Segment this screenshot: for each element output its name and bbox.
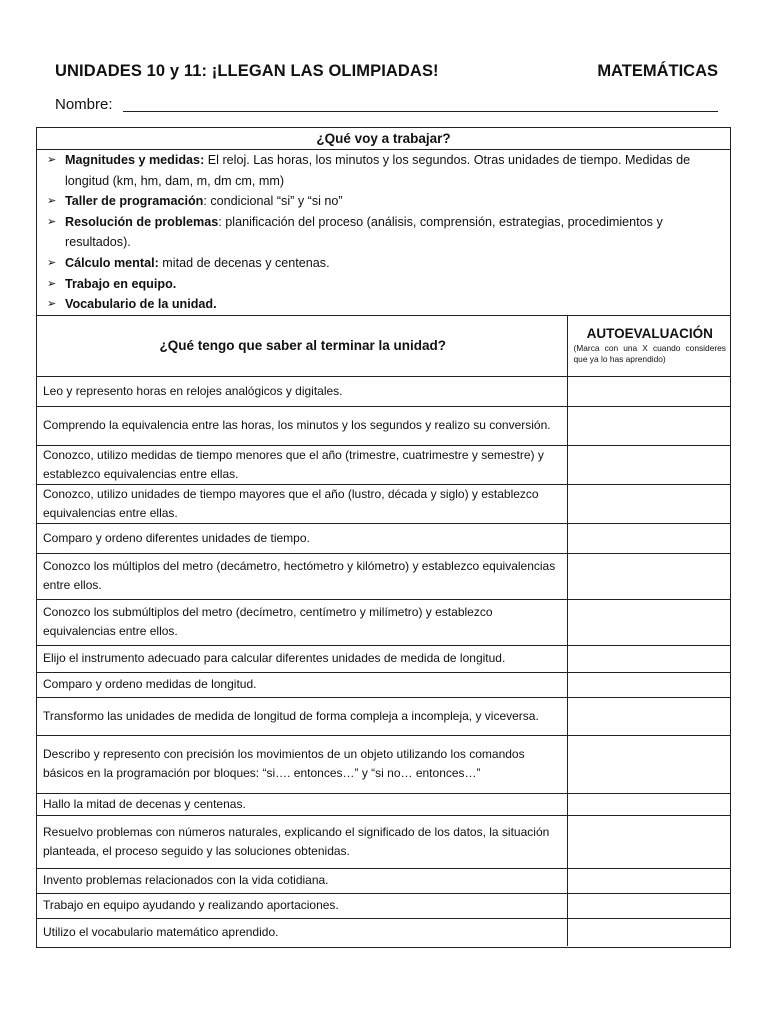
table-row [37,918,730,946]
work-item-bold: Taller de programación [65,194,204,209]
self-evaluation-checkbox[interactable] [567,523,730,553]
page-title: UNIDADES 10 y 11: ¡LLEGAN LAS OLIMPIADAS! [55,62,439,80]
work-section [37,128,730,316]
work-item [47,274,722,295]
evaluation-header-row [37,316,730,376]
work-item-bold: Vocabulario de la unidad. [65,297,217,312]
work-item-text: : condicional “si” y “si no” [203,194,343,209]
work-item-bold: Cálculo mental: [65,255,159,270]
work-list [37,150,730,315]
self-evaluation-checkbox[interactable] [567,599,730,645]
self-evaluation-checkbox[interactable] [567,697,730,735]
criterion-text: Transformo las unidades de medida de longitud de forma compleja a incompleja, y viceversa. [37,697,567,735]
table-row [37,735,730,793]
name-row [55,96,718,116]
criterion-text: Conozco, utilizo medidas de tiempo menores que el año (trimestre, cuatrimestre y semestre) y establezco equivalencias entre ellas. [37,445,567,484]
self-evaluation-checkbox[interactable] [567,793,730,815]
arrow-bullet-icon: ➢ [47,215,57,228]
question-header: ¿Qué tengo que saber al terminar la unidad? [37,316,567,376]
criterion-text: Elijo el instrumento adecuado para calcular diferentes unidades de medida de longitud. [37,645,567,672]
table-row [37,523,730,553]
criterion-text: Comparo y ordeno medidas de longitud. [37,672,567,697]
criterion-text: Resuelvo problemas con números naturales, explicando el significado de los datos, la situación planteada, el proceso seguido y las soluciones obtenidas. [37,815,567,868]
arrow-bullet-icon: ➢ [47,256,57,269]
work-title: ¿Qué voy a trabajar? [37,128,730,150]
table-row [37,445,730,484]
self-evaluation-title: AUTOEVALUACIÓN [586,326,713,342]
self-evaluation-checkbox[interactable] [567,815,730,868]
criterion-text: Hallo la mitad de decenas y centenas. [37,793,567,815]
self-evaluation-checkbox[interactable] [567,672,730,697]
self-evaluation-checkbox[interactable] [567,445,730,484]
name-line[interactable] [123,111,718,112]
evaluation-table [37,316,730,946]
self-evaluation-checkbox[interactable] [567,893,730,918]
arrow-bullet-icon: ➢ [47,195,57,208]
criterion-text: Leo y represento horas en relojes analógicos y digitales. [37,376,567,406]
self-evaluation-checkbox[interactable] [567,376,730,406]
subject-title: MATEMÁTICAS [597,62,718,80]
work-item-bold: Resolución de problemas [65,214,219,229]
work-item [47,191,722,212]
table-row [37,893,730,918]
self-evaluation-note: (Marca con una X cuando consideres que ya lo has aprendido) [573,343,726,365]
criterion-text: Utilizo el vocabulario matemático aprendido. [37,918,567,946]
criterion-text: Trabajo en equipo ayudando y realizando aportaciones. [37,893,567,918]
arrow-bullet-icon: ➢ [47,298,57,311]
work-item-text: : planificación del proceso (análisis, comprensión, estrategias, procedimientos y resultados). [65,214,663,250]
table-row [37,815,730,868]
table-row [37,793,730,815]
self-evaluation-checkbox[interactable] [567,645,730,672]
table-row [37,376,730,406]
work-item [47,253,722,274]
work-item-bold: Magnitudes y medidas: [65,153,205,167]
criterion-text: Invento problemas relacionados con la vida cotidiana. [37,868,567,893]
criterion-text: Conozco los submúltiplos del metro (decímetro, centímetro y milímetro) y establezco equivalencias entre ellos. [37,599,567,645]
arrow-bullet-icon: ➢ [47,277,57,290]
criterion-text: Comparo y ordeno diferentes unidades de tiempo. [37,523,567,553]
table-row [37,868,730,893]
work-item-bold: Trabajo en equipo. [65,276,177,291]
work-item [47,294,722,315]
table-row [37,599,730,645]
worksheet-frame [36,127,731,948]
self-evaluation-checkbox[interactable] [567,918,730,946]
work-item [47,150,722,191]
self-evaluation-checkbox[interactable] [567,406,730,445]
self-evaluation-checkbox[interactable] [567,735,730,793]
criterion-text: Conozco los múltiplos del metro (decámetro, hectómetro y kilómetro) y establezco equivalencias entre ellos. [37,553,567,599]
work-item [47,212,722,253]
criterion-text: Conozco, utilizo unidades de tiempo mayores que el año (lustro, década y siglo) y establezco equivalencias entre ellas. [37,484,567,523]
arrow-bullet-icon: ➢ [47,154,57,166]
table-row [37,553,730,599]
self-evaluation-checkbox[interactable] [567,484,730,523]
self-evaluation-checkbox[interactable] [567,868,730,893]
criterion-text: Describo y represento con precisión los movimientos de un objeto utilizando los comandos básicos en la programación por bloques: “si…. entonces…” y “si no… entonces…” [37,735,567,793]
self-evaluation-checkbox[interactable] [567,553,730,599]
table-row [37,697,730,735]
table-row [37,645,730,672]
self-evaluation-header [567,316,730,376]
criterion-text: Comprendo la equivalencia entre las horas, los minutos y los segundos y realizo su conversión. [37,406,567,445]
table-row [37,406,730,445]
work-item-text: mitad de decenas y centenas. [158,255,330,270]
table-row [37,484,730,523]
table-row [37,672,730,697]
name-label: Nombre: [55,96,113,113]
work-item-text: El reloj. Las horas, los minutos y los segundos. Otras unidades de tiempo. Medidas de longitud (km, hm, dam, m, dm cm, mm) [65,153,691,188]
